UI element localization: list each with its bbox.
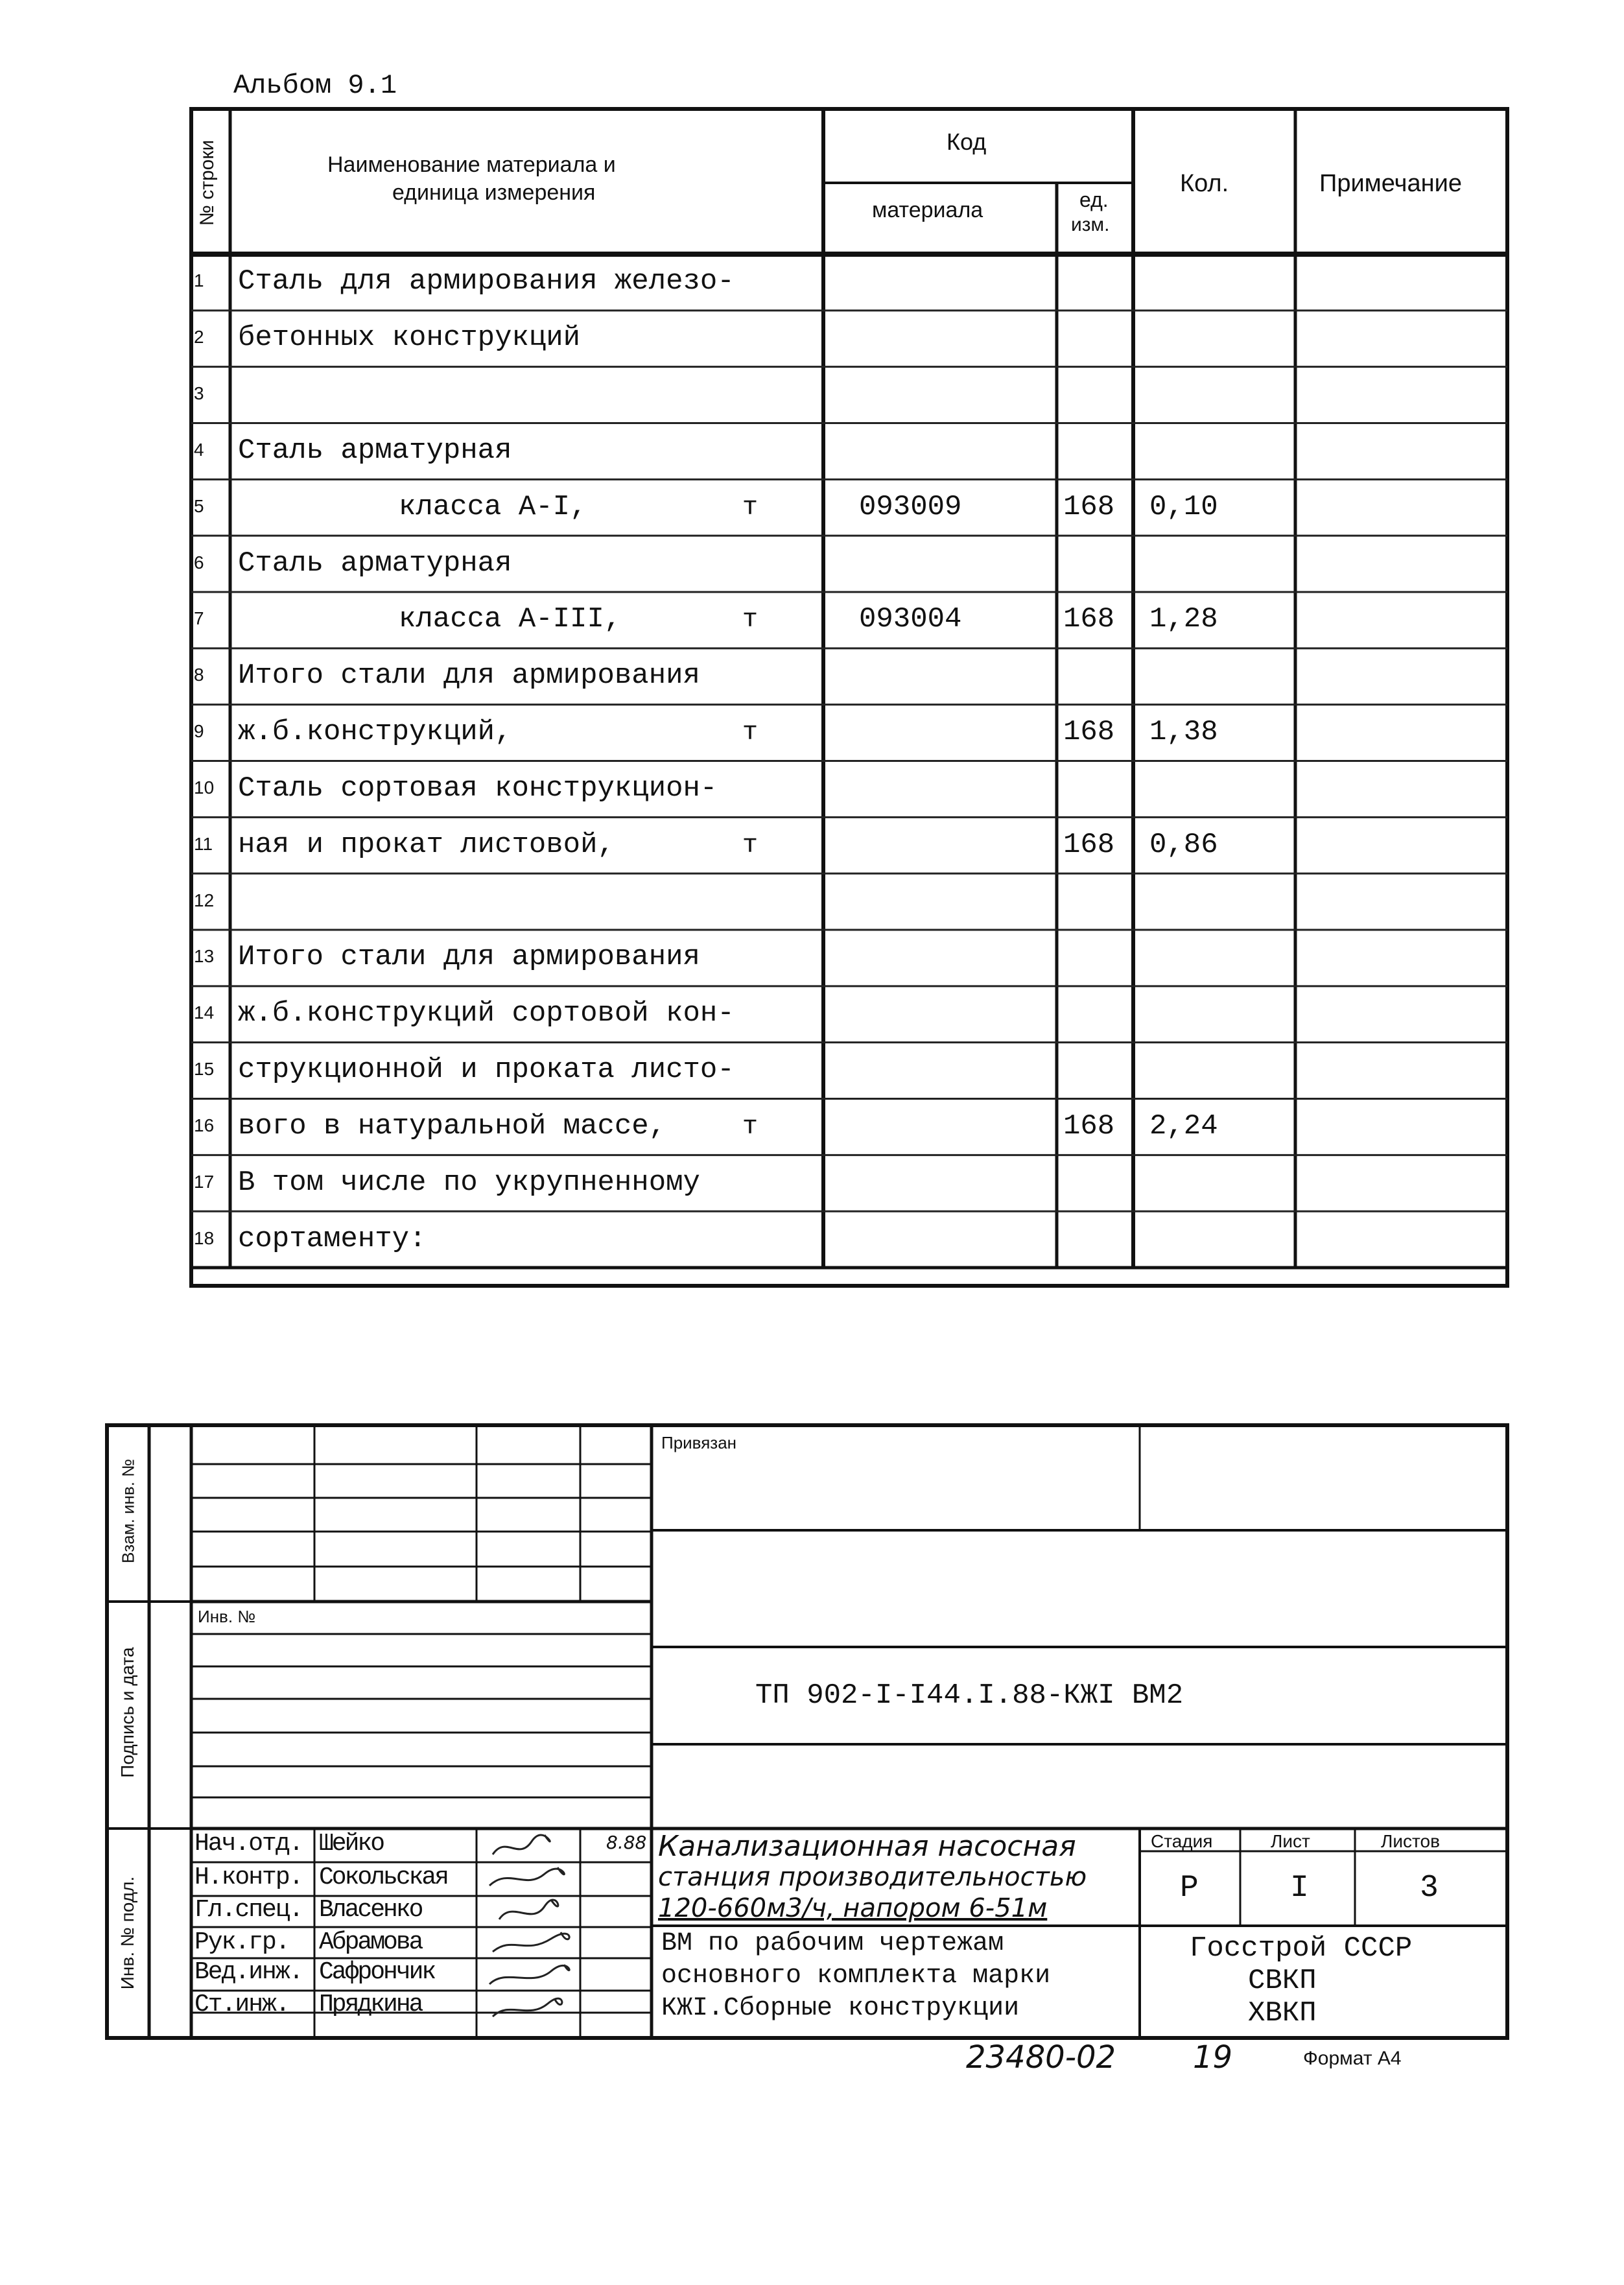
row-unit-code: 168 (1063, 828, 1115, 861)
row-material-code: 093004 (859, 603, 962, 636)
row-number: 15 (194, 1059, 215, 1080)
row-number: 14 (194, 1002, 215, 1023)
stamp-sheets-label: Листов (1381, 1831, 1440, 1851)
stamp-sheet: I (1290, 1871, 1309, 1906)
stamp-org-line1: Госстрой СССР (1190, 1932, 1413, 1965)
row-quantity: 0,86 (1149, 828, 1218, 861)
table-row (191, 592, 1507, 648)
row-quantity: 0,10 (1149, 490, 1218, 523)
header-code: Код (947, 128, 987, 155)
table-row (191, 1211, 1507, 1268)
stamp-inv-no: Инв. № (198, 1607, 256, 1626)
stamp-person-name: Прядкина (319, 1991, 422, 2019)
stamp-org-line3: ХВКП (1248, 1997, 1317, 2030)
header-name-line1: Наименование материала и (327, 152, 616, 177)
stamp-sheets: 3 (1420, 1871, 1439, 1906)
footer-page: 19 (1193, 2039, 1233, 2076)
row-name: класса А-III, (399, 603, 622, 636)
row-number: 10 (194, 777, 215, 798)
row-unit: т (742, 493, 759, 523)
row-quantity: 2,24 (1149, 1109, 1218, 1142)
stamp-person-name: Абрамова (319, 1928, 422, 1956)
row-name: бетонных конструкций (238, 322, 581, 355)
row-number: 9 (194, 721, 204, 742)
row-name: ная и прокат листовой, (238, 828, 615, 861)
stamp-doc-line1: ВМ по рабочим чертежам (661, 1929, 1004, 1958)
row-name: Сталь сортовая конструкцион- (238, 772, 718, 805)
table-row (191, 536, 1507, 592)
row-name: Сталь для армирования железо- (238, 265, 735, 298)
stamp-title-line2: станция производительностью (658, 1862, 1087, 1892)
stamp-person-role: Нач.отд. (194, 1830, 303, 1858)
row-quantity: 1,38 (1149, 716, 1218, 749)
row-number: 17 (194, 1171, 215, 1192)
row-unit: т (742, 1112, 759, 1142)
table-row (191, 930, 1507, 986)
stamp-person-name: Власенко (319, 1896, 422, 1924)
side-podpis-label: Подпись и дата (117, 1647, 137, 1778)
header-material: материала (872, 198, 983, 222)
table-row (191, 648, 1507, 705)
stamp-person-role: Вед.инж. (194, 1958, 303, 1986)
table-row (191, 311, 1507, 367)
row-name: ж.б.конструкций сортовой кон- (238, 997, 735, 1030)
row-number: 1 (194, 270, 204, 291)
table-row (191, 761, 1507, 818)
row-unit: т (742, 718, 759, 748)
table-row (191, 254, 1507, 311)
album-label: Альбом 9.1 (233, 70, 397, 101)
row-name: В том числе по укрупненному (238, 1166, 700, 1199)
stamp-person-name: Сокольская (319, 1864, 448, 1891)
header-unit-line2: изм. (1071, 214, 1110, 235)
row-number: 2 (194, 327, 204, 348)
row-quantity: 1,28 (1149, 603, 1218, 636)
row-number: 5 (194, 495, 204, 516)
table-row (191, 705, 1507, 761)
row-number: 16 (194, 1115, 215, 1135)
row-name: струкционной и проката листо- (238, 1054, 735, 1087)
row-unit: т (742, 831, 759, 860)
row-material-code: 093009 (859, 490, 962, 523)
row-number: 12 (194, 890, 215, 910)
stamp-designation: ТП 902-I-I44.I.88-КЖI ВМ2 (755, 1679, 1184, 1712)
stamp-person-role: Гл.спец. (194, 1896, 303, 1924)
row-name: Итого стали для армирования (238, 659, 700, 693)
row-number: 11 (194, 833, 213, 854)
header-unit-line1: ед. (1079, 188, 1109, 211)
row-unit-code: 168 (1063, 490, 1115, 523)
row-name: вого в натуральной массе, (238, 1109, 666, 1142)
stamp-org-line2: СВКП (1248, 1965, 1317, 1997)
row-number: 7 (194, 608, 204, 629)
row-name: Сталь арматурная (238, 434, 512, 467)
header-qty: Кол. (1180, 170, 1229, 197)
row-name: Сталь арматурная (238, 547, 512, 580)
stamp-person-name: Шейко (319, 1830, 384, 1858)
stamp-person-role: Н.контр. (194, 1864, 303, 1891)
stamp-privyazan: Привязан (661, 1433, 737, 1452)
stamp-person-name: Сафрончик (319, 1958, 435, 1986)
stamp-title-line3: 120-660м3/ч, напором 6-51м (658, 1893, 1048, 1923)
stamp-doc-line3: КЖI.Сборные конструкции (661, 1994, 1020, 2023)
header-note: Примечание (1319, 170, 1462, 197)
row-unit-code: 168 (1063, 1109, 1115, 1142)
stamp-stage: Р (1180, 1871, 1199, 1906)
header-name-line2: единица измерения (392, 180, 596, 205)
row-number: 6 (194, 552, 204, 573)
table-row (191, 1099, 1507, 1155)
row-number: 4 (194, 439, 204, 460)
table-row (191, 479, 1507, 536)
table-row (191, 423, 1507, 480)
row-unit-code: 168 (1063, 603, 1115, 636)
footer-number: 23480-02 (966, 2039, 1116, 2076)
row-number: 3 (194, 383, 204, 404)
table-row (191, 817, 1507, 873)
row-unit-code: 168 (1063, 716, 1115, 749)
header-row-number: № строки (196, 139, 218, 226)
table-row (191, 986, 1507, 1043)
row-number: 13 (194, 946, 215, 967)
stamp-doc-line2: основного комплекта марки (661, 1961, 1051, 1991)
row-name: сортаменту: (238, 1222, 427, 1255)
table-row (191, 873, 1507, 930)
row-name: Итого стали для армирования (238, 941, 700, 974)
stamp-date-mark: 8.88 (606, 1832, 647, 1853)
row-number: 18 (194, 1227, 215, 1248)
signature-marks (480, 1829, 583, 2036)
side-vzam-label: Взам. инв. № (118, 1458, 138, 1564)
stamp-person-role: Ст.инж. (194, 1991, 289, 2019)
stamp-sheet-label: Лист (1271, 1831, 1310, 1851)
row-unit: т (742, 606, 759, 635)
row-number: 8 (194, 665, 204, 685)
stamp-title-line1: Канализационная насосная (658, 1830, 1076, 1863)
row-name: класса А-I, (399, 490, 587, 523)
table-row (191, 1155, 1507, 1211)
stamp-person-role: Рук.гр. (194, 1928, 289, 1956)
side-inv-podl-label: Инв. № подл. (117, 1876, 137, 1990)
row-name: ж.б.конструкций, (238, 716, 512, 749)
stamp-stage-label: Стадия (1151, 1831, 1213, 1851)
table-row (191, 1043, 1507, 1099)
table-row (191, 367, 1507, 423)
footer-format: Формат А4 (1303, 2048, 1402, 2069)
